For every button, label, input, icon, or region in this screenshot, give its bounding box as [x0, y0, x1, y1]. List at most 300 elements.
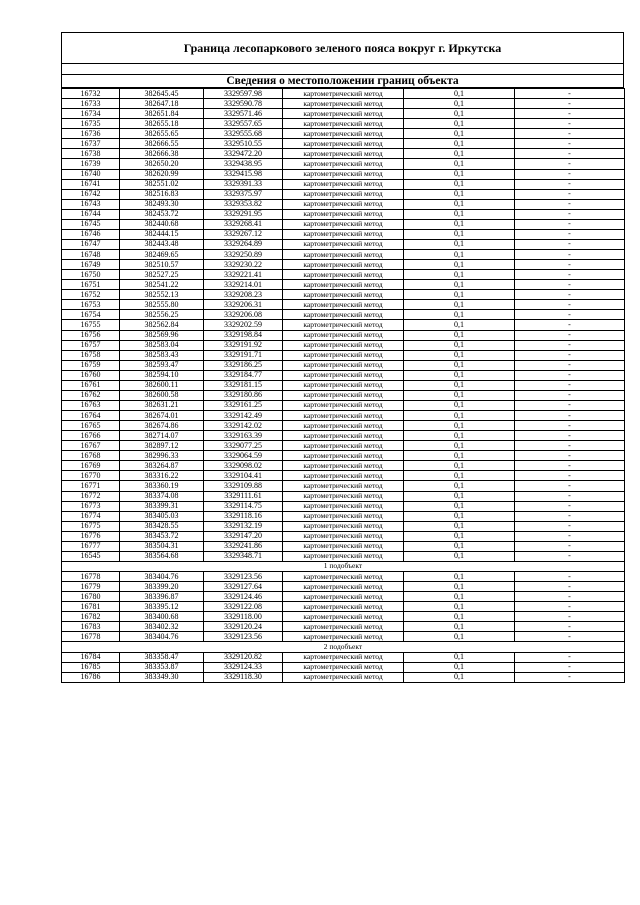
method-cell: картометрический метод	[283, 340, 404, 350]
y-coordinate-cell: 3329123.56	[204, 632, 283, 642]
y-coordinate-cell: 3329353.82	[204, 199, 283, 209]
point-number-cell: 16784	[62, 652, 120, 662]
table-row	[62, 169, 625, 179]
point-number-cell: 16759	[62, 360, 120, 370]
point-number-cell: 16778	[62, 572, 120, 582]
table-row	[62, 199, 625, 209]
point-number-cell: 16768	[62, 451, 120, 461]
subobject-header-row	[62, 642, 625, 652]
method-cell: картометрический метод	[283, 541, 404, 551]
table-row	[62, 360, 625, 370]
precision-cell: 0,1	[404, 239, 515, 249]
method-cell: картометрический метод	[283, 400, 404, 410]
x-coordinate-cell: 382647.18	[120, 99, 204, 109]
precision-cell: 0,1	[404, 169, 515, 179]
description-cell: -	[515, 270, 625, 280]
point-number-cell: 16746	[62, 229, 120, 239]
point-number-cell: 16741	[62, 179, 120, 189]
method-cell: картометрический метод	[283, 199, 404, 209]
precision-cell: 0,1	[404, 209, 515, 219]
precision-cell: 0,1	[404, 99, 515, 109]
point-number-cell: 16762	[62, 390, 120, 400]
y-coordinate-cell: 3329597.98	[204, 89, 283, 99]
y-coordinate-cell: 3329132.19	[204, 521, 283, 531]
description-cell: -	[515, 290, 625, 300]
description-cell: -	[515, 592, 625, 602]
subobject-label: 2 подобъект	[62, 642, 625, 652]
method-cell: картометрический метод	[283, 270, 404, 280]
description-cell: -	[515, 652, 625, 662]
table-row	[62, 421, 625, 431]
method-cell: картометрический метод	[283, 169, 404, 179]
description-cell: -	[515, 199, 625, 209]
precision-cell: 0,1	[404, 219, 515, 229]
x-coordinate-cell: 383405.03	[120, 511, 204, 521]
y-coordinate-cell: 3329291.95	[204, 209, 283, 219]
table-row	[62, 612, 625, 622]
precision-cell: 0,1	[404, 300, 515, 310]
method-cell: картометрический метод	[283, 280, 404, 290]
precision-cell: 0,1	[404, 159, 515, 169]
y-coordinate-cell: 3329114.75	[204, 501, 283, 511]
description-cell: -	[515, 189, 625, 199]
description-cell: -	[515, 310, 625, 320]
x-coordinate-cell: 382569.96	[120, 330, 204, 340]
precision-cell: 0,1	[404, 582, 515, 592]
x-coordinate-cell: 382510.57	[120, 260, 204, 270]
y-coordinate-cell: 3329208.23	[204, 290, 283, 300]
method-cell: картометрический метод	[283, 421, 404, 431]
table-row	[62, 229, 625, 239]
table-row	[62, 119, 625, 129]
description-cell: -	[515, 250, 625, 260]
description-cell: -	[515, 280, 625, 290]
method-cell: картометрический метод	[283, 149, 404, 159]
y-coordinate-cell: 3329557.65	[204, 119, 283, 129]
y-coordinate-cell: 3329186.25	[204, 360, 283, 370]
description-cell: -	[515, 622, 625, 632]
method-cell: картометрический метод	[283, 461, 404, 471]
y-coordinate-cell: 3329124.33	[204, 662, 283, 672]
table-row	[62, 139, 625, 149]
description-cell: -	[515, 139, 625, 149]
description-cell: -	[515, 632, 625, 642]
description-cell: -	[515, 260, 625, 270]
description-cell: -	[515, 129, 625, 139]
y-coordinate-cell: 3329438.95	[204, 159, 283, 169]
table-row	[62, 219, 625, 229]
x-coordinate-cell: 382600.58	[120, 390, 204, 400]
description-cell: -	[515, 350, 625, 360]
x-coordinate-cell: 383374.08	[120, 491, 204, 501]
precision-cell: 0,1	[404, 290, 515, 300]
x-coordinate-cell: 383396.87	[120, 592, 204, 602]
point-number-cell: 16754	[62, 310, 120, 320]
y-coordinate-cell: 3329250.89	[204, 250, 283, 260]
table-row	[62, 99, 625, 109]
method-cell: картометрический метод	[283, 229, 404, 239]
section-header-box	[61, 74, 624, 88]
method-cell: картометрический метод	[283, 612, 404, 622]
description-cell: -	[515, 551, 625, 561]
y-coordinate-cell: 3329064.59	[204, 451, 283, 461]
point-number-cell: 16757	[62, 340, 120, 350]
table-row	[62, 350, 625, 360]
description-cell: -	[515, 320, 625, 330]
point-number-cell: 16753	[62, 300, 120, 310]
x-coordinate-cell: 383399.20	[120, 582, 204, 592]
description-cell: -	[515, 612, 625, 622]
description-cell: -	[515, 511, 625, 521]
description-cell: -	[515, 572, 625, 582]
precision-cell: 0,1	[404, 612, 515, 622]
y-coordinate-cell: 3329202.59	[204, 320, 283, 330]
x-coordinate-cell: 382556.25	[120, 310, 204, 320]
table-row	[62, 461, 625, 471]
precision-cell: 0,1	[404, 521, 515, 531]
method-cell: картометрический метод	[283, 531, 404, 541]
x-coordinate-cell: 382443.48	[120, 239, 204, 249]
point-number-cell: 16773	[62, 501, 120, 511]
precision-cell: 0,1	[404, 380, 515, 390]
y-coordinate-cell: 3329142.49	[204, 411, 283, 421]
description-cell: -	[515, 179, 625, 189]
table-row	[62, 541, 625, 551]
table-row	[62, 400, 625, 410]
method-cell: картометрический метод	[283, 260, 404, 270]
table-row	[62, 592, 625, 602]
y-coordinate-cell: 3329472.20	[204, 149, 283, 159]
x-coordinate-cell: 382655.18	[120, 119, 204, 129]
table-row	[62, 390, 625, 400]
x-coordinate-cell: 382583.04	[120, 340, 204, 350]
table-row	[62, 290, 625, 300]
point-number-cell: 16740	[62, 169, 120, 179]
method-cell: картометрический метод	[283, 250, 404, 260]
description-cell: -	[515, 380, 625, 390]
precision-cell: 0,1	[404, 471, 515, 481]
method-cell: картометрический метод	[283, 471, 404, 481]
precision-cell: 0,1	[404, 189, 515, 199]
x-coordinate-cell: 382651.84	[120, 109, 204, 119]
description-cell: -	[515, 400, 625, 410]
description-cell: -	[515, 411, 625, 421]
table-row	[62, 179, 625, 189]
x-coordinate-cell: 383428.55	[120, 521, 204, 531]
table-row	[62, 260, 625, 270]
precision-cell: 0,1	[404, 632, 515, 642]
method-cell: картометрический метод	[283, 451, 404, 461]
description-cell: -	[515, 582, 625, 592]
x-coordinate-cell: 383358.47	[120, 652, 204, 662]
x-coordinate-cell: 383264.87	[120, 461, 204, 471]
method-cell: картометрический метод	[283, 310, 404, 320]
description-cell: -	[515, 541, 625, 551]
y-coordinate-cell: 3329118.00	[204, 612, 283, 622]
x-coordinate-cell: 382516.83	[120, 189, 204, 199]
point-number-cell: 16777	[62, 541, 120, 551]
table-row	[62, 632, 625, 642]
x-coordinate-cell: 382551.02	[120, 179, 204, 189]
precision-cell: 0,1	[404, 421, 515, 431]
precision-cell: 0,1	[404, 592, 515, 602]
point-number-cell: 16769	[62, 461, 120, 471]
x-coordinate-cell: 382469.65	[120, 250, 204, 260]
description-cell: -	[515, 300, 625, 310]
point-number-cell: 16745	[62, 219, 120, 229]
y-coordinate-cell: 3329163.39	[204, 431, 283, 441]
table-row	[62, 380, 625, 390]
precision-cell: 0,1	[404, 229, 515, 239]
method-cell: картометрический метод	[283, 441, 404, 451]
description-cell: -	[515, 461, 625, 471]
point-number-cell: 16749	[62, 260, 120, 270]
y-coordinate-cell: 3329571.46	[204, 109, 283, 119]
table-row	[62, 411, 625, 421]
method-cell: картометрический метод	[283, 290, 404, 300]
x-coordinate-cell: 382645.45	[120, 89, 204, 99]
x-coordinate-cell: 382631.21	[120, 400, 204, 410]
y-coordinate-cell: 3329391.33	[204, 179, 283, 189]
y-coordinate-cell: 3329206.31	[204, 300, 283, 310]
description-cell: -	[515, 431, 625, 441]
y-coordinate-cell: 3329191.71	[204, 350, 283, 360]
y-coordinate-cell: 3329120.24	[204, 622, 283, 632]
method-cell: картометрический метод	[283, 491, 404, 501]
x-coordinate-cell: 382594.10	[120, 370, 204, 380]
y-coordinate-cell: 3329111.61	[204, 491, 283, 501]
x-coordinate-cell: 382674.86	[120, 421, 204, 431]
method-cell: картометрический метод	[283, 119, 404, 129]
precision-cell: 0,1	[404, 260, 515, 270]
table-row	[62, 441, 625, 451]
precision-cell: 0,1	[404, 149, 515, 159]
description-cell: -	[515, 441, 625, 451]
precision-cell: 0,1	[404, 250, 515, 260]
point-number-cell: 16737	[62, 139, 120, 149]
precision-cell: 0,1	[404, 340, 515, 350]
method-cell: картометрический метод	[283, 632, 404, 642]
table-row	[62, 672, 625, 682]
y-coordinate-cell: 3329555.68	[204, 129, 283, 139]
point-number-cell: 16758	[62, 350, 120, 360]
point-number-cell: 16764	[62, 411, 120, 421]
precision-cell: 0,1	[404, 360, 515, 370]
x-coordinate-cell: 382666.38	[120, 149, 204, 159]
description-cell: -	[515, 421, 625, 431]
method-cell: картометрический метод	[283, 109, 404, 119]
table-row	[62, 451, 625, 461]
x-coordinate-cell: 383404.76	[120, 632, 204, 642]
method-cell: картометрический метод	[283, 219, 404, 229]
point-number-cell: 16750	[62, 270, 120, 280]
y-coordinate-cell: 3329161.25	[204, 400, 283, 410]
method-cell: картометрический метод	[283, 239, 404, 249]
table-row	[62, 652, 625, 662]
precision-cell: 0,1	[404, 280, 515, 290]
method-cell: картометрический метод	[283, 551, 404, 561]
y-coordinate-cell: 3329142.02	[204, 421, 283, 431]
coordinates-table	[61, 88, 625, 683]
y-coordinate-cell: 3329590.78	[204, 99, 283, 109]
table-row	[62, 89, 625, 99]
x-coordinate-cell: 382650.20	[120, 159, 204, 169]
point-number-cell: 16742	[62, 189, 120, 199]
method-cell: картометрический метод	[283, 129, 404, 139]
precision-cell: 0,1	[404, 199, 515, 209]
precision-cell: 0,1	[404, 662, 515, 672]
description-cell: -	[515, 521, 625, 531]
point-number-cell: 16735	[62, 119, 120, 129]
table-row	[62, 602, 625, 612]
description-cell: -	[515, 229, 625, 239]
precision-cell: 0,1	[404, 370, 515, 380]
method-cell: картометрический метод	[283, 572, 404, 582]
table-row	[62, 189, 625, 199]
precision-cell: 0,1	[404, 531, 515, 541]
method-cell: картометрический метод	[283, 320, 404, 330]
x-coordinate-cell: 382541.22	[120, 280, 204, 290]
description-cell: -	[515, 370, 625, 380]
precision-cell: 0,1	[404, 350, 515, 360]
x-coordinate-cell: 382440.68	[120, 219, 204, 229]
y-coordinate-cell: 3329127.64	[204, 582, 283, 592]
point-number-cell: 16744	[62, 209, 120, 219]
precision-cell: 0,1	[404, 481, 515, 491]
precision-cell: 0,1	[404, 119, 515, 129]
table-row	[62, 501, 625, 511]
table-row	[62, 239, 625, 249]
description-cell: -	[515, 481, 625, 491]
method-cell: картометрический метод	[283, 602, 404, 612]
y-coordinate-cell: 3329098.02	[204, 461, 283, 471]
x-coordinate-cell: 383504.31	[120, 541, 204, 551]
method-cell: картометрический метод	[283, 159, 404, 169]
y-coordinate-cell: 3329268.41	[204, 219, 283, 229]
precision-cell: 0,1	[404, 491, 515, 501]
x-coordinate-cell: 382655.65	[120, 129, 204, 139]
y-coordinate-cell: 3329104.41	[204, 471, 283, 481]
description-cell: -	[515, 340, 625, 350]
table-row	[62, 159, 625, 169]
description-cell: -	[515, 239, 625, 249]
precision-cell: 0,1	[404, 320, 515, 330]
method-cell: картометрический метод	[283, 189, 404, 199]
description-cell: -	[515, 169, 625, 179]
subobject-label: 1 подобъект	[62, 561, 625, 571]
point-number-cell: 16772	[62, 491, 120, 501]
y-coordinate-cell: 3329375.97	[204, 189, 283, 199]
precision-cell: 0,1	[404, 602, 515, 612]
table-row	[62, 531, 625, 541]
section-header: Сведения о местоположении границ объекта	[226, 75, 459, 87]
precision-cell: 0,1	[404, 270, 515, 280]
precision-cell: 0,1	[404, 672, 515, 682]
point-number-cell: 16765	[62, 421, 120, 431]
y-coordinate-cell: 3329264.89	[204, 239, 283, 249]
method-cell: картометрический метод	[283, 380, 404, 390]
x-coordinate-cell: 383360.19	[120, 481, 204, 491]
y-coordinate-cell: 3329123.56	[204, 572, 283, 582]
subobject-header-row	[62, 561, 625, 571]
point-number-cell: 16766	[62, 431, 120, 441]
point-number-cell: 16775	[62, 521, 120, 531]
table-row	[62, 300, 625, 310]
y-coordinate-cell: 3329348.71	[204, 551, 283, 561]
table-row	[62, 370, 625, 380]
precision-cell: 0,1	[404, 330, 515, 340]
description-cell: -	[515, 531, 625, 541]
precision-cell: 0,1	[404, 411, 515, 421]
x-coordinate-cell: 382583.43	[120, 350, 204, 360]
table-row	[62, 250, 625, 260]
method-cell: картометрический метод	[283, 350, 404, 360]
document-title-box	[61, 32, 624, 64]
y-coordinate-cell: 3329510.55	[204, 139, 283, 149]
point-number-cell: 16786	[62, 672, 120, 682]
precision-cell: 0,1	[404, 390, 515, 400]
method-cell: картометрический метод	[283, 139, 404, 149]
x-coordinate-cell: 382714.07	[120, 431, 204, 441]
table-row	[62, 109, 625, 119]
point-number-cell: 16781	[62, 602, 120, 612]
table-row	[62, 582, 625, 592]
y-coordinate-cell: 3329120.82	[204, 652, 283, 662]
table-row	[62, 280, 625, 290]
method-cell: картометрический метод	[283, 300, 404, 310]
table-row	[62, 521, 625, 531]
method-cell: картометрический метод	[283, 501, 404, 511]
point-number-cell: 16780	[62, 592, 120, 602]
point-number-cell: 16761	[62, 380, 120, 390]
method-cell: картометрический метод	[283, 360, 404, 370]
y-coordinate-cell: 3329241.86	[204, 541, 283, 551]
precision-cell: 0,1	[404, 400, 515, 410]
y-coordinate-cell: 3329118.30	[204, 672, 283, 682]
y-coordinate-cell: 3329191.92	[204, 340, 283, 350]
table-row	[62, 622, 625, 632]
table-row	[62, 340, 625, 350]
x-coordinate-cell: 382897.12	[120, 441, 204, 451]
description-cell: -	[515, 89, 625, 99]
table-row	[62, 471, 625, 481]
y-coordinate-cell: 3329109.88	[204, 481, 283, 491]
method-cell: картометрический метод	[283, 521, 404, 531]
x-coordinate-cell: 383399.31	[120, 501, 204, 511]
x-coordinate-cell: 383349.30	[120, 672, 204, 682]
point-number-cell: 16760	[62, 370, 120, 380]
method-cell: картометрический метод	[283, 622, 404, 632]
y-coordinate-cell: 3329077.25	[204, 441, 283, 451]
x-coordinate-cell: 382444.15	[120, 229, 204, 239]
document-title: Граница лесопаркового зеленого пояса вокруг г. Иркутска	[183, 40, 502, 55]
precision-cell: 0,1	[404, 541, 515, 551]
description-cell: -	[515, 672, 625, 682]
method-cell: картометрический метод	[283, 481, 404, 491]
point-number-cell: 16733	[62, 99, 120, 109]
table-row	[62, 149, 625, 159]
y-coordinate-cell: 3329184.77	[204, 370, 283, 380]
description-cell: -	[515, 451, 625, 461]
method-cell: картометрический метод	[283, 179, 404, 189]
y-coordinate-cell: 3329221.41	[204, 270, 283, 280]
point-number-cell: 16732	[62, 89, 120, 99]
precision-cell: 0,1	[404, 129, 515, 139]
description-cell: -	[515, 159, 625, 169]
x-coordinate-cell: 383453.72	[120, 531, 204, 541]
x-coordinate-cell: 382493.30	[120, 199, 204, 209]
y-coordinate-cell: 3329198.84	[204, 330, 283, 340]
